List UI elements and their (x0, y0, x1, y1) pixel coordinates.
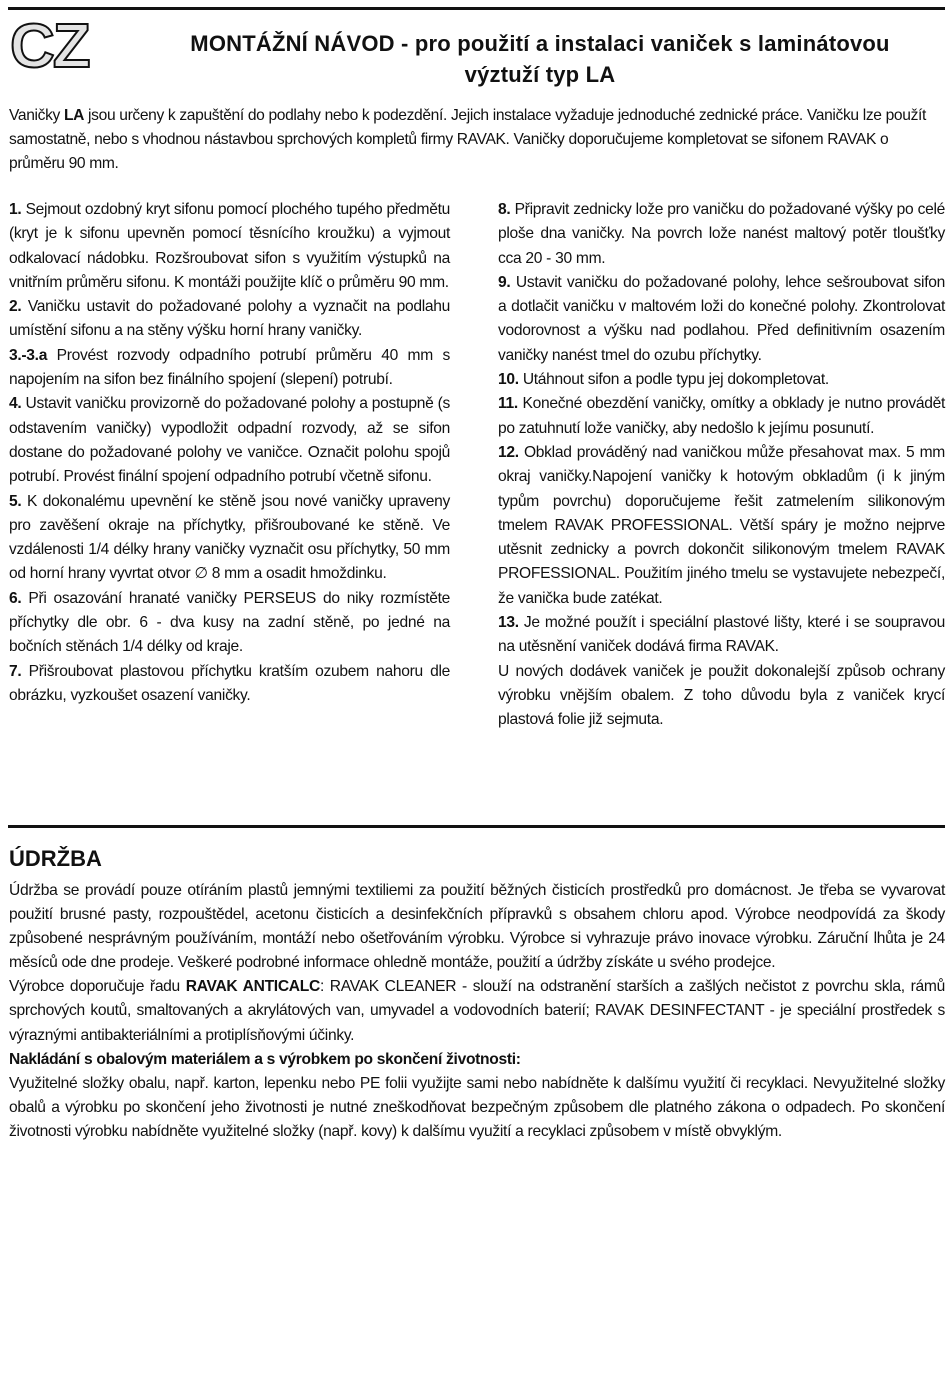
step-number: 8. (498, 201, 511, 218)
step-text: Přišroubovat plastovou příchytku kratším ozubem nahoru dle obrázku, vyzkoušet osazení vaničky. (9, 662, 450, 704)
step-item (498, 198, 945, 271)
maintenance-text: Výrobce doporučuje řadu (9, 978, 186, 996)
step-item (498, 611, 945, 660)
step-number: 11. (498, 395, 518, 413)
step-number: 1. (9, 201, 22, 218)
step-item (9, 660, 450, 709)
step-text: Vaničku ustavit do požadované polohy a vyznačit na podlahu umístění sifonu a na stěny výšku horní hrany vaničky. (9, 298, 450, 340)
step-text: Provést rozvody odpadního potrubí průměru 40 mm s napojením na sifon bez finálního spojení (slepení) potrubí. (9, 346, 450, 389)
maintenance-heading: ÚDRŽBA (9, 846, 102, 871)
step-number: 3.-3.a (9, 346, 48, 364)
intro-text-1: Vaničky (9, 107, 64, 124)
step-text: Utáhnout sifon a podle typu jej dokompletovat. (518, 371, 829, 389)
step-text: Konečné obezdění vaničky, omítky a obklady je nutno provádět po zatuhnutí lože vaničky, aby nedošlo k jejímu posunutí. (498, 395, 945, 437)
step-text: Je možné použít i speciální plastové lišty, které i se soupravou na utěsnění vaniček dodává firma RAVAK. (498, 614, 945, 656)
step-text: Obklad prováděný nad vaničkou může přesahovat max. 5 mm okraj vaničky.Napojení vaničky k hotovým obkladům (i k jiným typům povrchu) doporučujeme řešit zatmelením silikonovým tmelem RAVAK PROFESSIONAL. Větší spáry je možno nejprve utěsnit zednicky a povrch dokončit silikonovým tmelem RAVAK PROFESSIONAL. Použitím jiného tmelu se vystavujete nebezpečí, že vanička bude zatékat. (498, 443, 945, 607)
step-item (9, 392, 450, 489)
step-item (498, 368, 945, 392)
intro-text-2: jsou určeny k zapuštění do podlahy nebo k podezdění. Jejich instalace vyžaduje jednoduché zednické práce. Vaničku lze použít samostatně, nebo s vhodnou nástavbou sprchových kompletů firmy RAVAK. Vaničky doporučujeme kompletovat se sifonem RAVAK o průměru 90 mm. (9, 107, 926, 172)
maintenance-paragraph-1: Údržba se provádí pouze otíráním plastů jemnými textiliemi za použití běžných čisticích prostředků pro domácnost. Je třeba se vyvarovat použití brusné pasty, rozpouštědel, acetonu čisticích a desinfekčních přípravků s obsahem chloru apod. Výrobce neodpovídá za škody způsobené nesprávným používáním, montáží nebo ošetřováním výrobku. Výrobce si vyhrazuje právo inovace výrobku. Záruční lhůta je 24 měsíců ode dne prodeje. Veškeré podrobné informace ohledně montáže, použití a údržby získáte u svého prodejce. (9, 882, 945, 972)
step-item (9, 295, 450, 344)
step-text: Ustavit vaničku do požadované polohy, lehce sešroubovat sifon a dotlačit vaničku v maltovém loži do konečné polohy. Zkontrolovat vodorovnost a výšku nad podlahou. Před definitivním osazením vaničky nanést tmel do ozubu příchytky. (498, 273, 945, 364)
title-line-2: výztuží typ LA (464, 62, 616, 87)
step-text: Při osazování hranaté vaničky PERSEUS do niky rozmístěte příchytky dle obr. 6 - dva kusy na zadní stěně, po jedné na bočních stěnách 1/4 délky od kraje. (9, 589, 450, 656)
step-number: 13. (498, 614, 519, 632)
language-badge: CZ (10, 12, 89, 81)
maintenance-section (9, 879, 945, 1144)
step-item (498, 271, 945, 368)
top-divider (8, 7, 945, 10)
intro-model-bold: LA (63, 107, 85, 124)
step-text: K dokonalému upevnění ke stěně jsou nové vaničky upraveny pro zavěšení okraje na příchytky, přišroubované ke stěně. Ve vzdálenosti 1/4 délky hrany vaničky vyznačit osu příchytky, 50 mm od horní hrany vyvrtat otvor ∅ 8 mm a osadit hmoždinku. (9, 492, 450, 583)
step-number: 10. (498, 371, 519, 389)
steps-left-column (9, 198, 450, 708)
step-item (9, 198, 450, 295)
packaging-paragraph: Využitelné složky obalu, např. karton, lepenku nebo PE folii využijte sami nebo nabídněte k dalšímu využití či recyklaci. Nevyužitelné složky obalů a výrobku po skončení jeho životnosti je nutné zneškodňovat bezpečným způsobem dle platného zákona o odpadech. Po skončení životnosti výrobku nabídněte využitelné složky (např. kovy) k dalšímu využití a recyklaci způsobem v místě obvyklým. (9, 1074, 945, 1140)
step-item (498, 660, 945, 733)
step-item (498, 392, 945, 441)
title-line-1: MONTÁŽNÍ NÁVOD - pro použití a instalaci vaniček s laminátovou (190, 31, 890, 56)
step-number: 5. (9, 492, 22, 510)
step-number: 4. (9, 395, 22, 413)
step-text: U nových dodávek vaniček je použit dokonalejší způsob ochrany výrobku vnějším obalem. Z toho důvodu byla z vaniček krycí plastová folie již sejmuta. (498, 662, 945, 729)
steps-right-column (498, 198, 945, 733)
step-item (9, 587, 450, 660)
section-divider (8, 825, 945, 828)
step-item (9, 344, 450, 393)
step-item (498, 441, 945, 611)
step-number: 6. (9, 589, 22, 607)
maintenance-paragraph-2 (9, 975, 945, 1047)
step-number: 9. (498, 273, 511, 291)
step-number: 2. (9, 298, 22, 316)
step-text: Sejmout ozdobný kryt sifonu pomocí plochého tupého předmětu (kryt je k sifonu upevněn pomocí těsnícího kroužku) a vyjmout odkalovací nádobku. Rozšroubovat sifon s využitím výstupků na vnitřním průměru sifonu. K montáži použijte klíč o průměru 90 mm. (9, 201, 450, 291)
intro-paragraph (9, 104, 945, 176)
packaging-heading: Nakládání s obalovým materiálem a s výrobkem po skončení životnosti: (9, 1050, 521, 1068)
step-item (9, 490, 450, 587)
maintenance-text: : RAVAK CLEANER - slouží na odstranění starších a zašlých nečistot z povrchu skla, rámů sprchových koutů, smaltovaných a akrylátových van, umyvadel a vodovodních baterií; RAVAK DESINFECTANT - je speciální prostředek s výraznými antibakteriálními a protiplísňovými účinky. (9, 978, 945, 1044)
step-text: Ustavit vaničku provizorně do požadované polohy a postupně (s odstavením vaničky) vypodložit odpadní rozvody, až se sifon dostane do požadované polohy ve vaničce. Označit polohu spojů potrubí. Provést finální spojení odpadního potrubí včetně sifonu. (9, 395, 450, 486)
step-number: 7. (9, 662, 22, 680)
step-number: 12. (498, 443, 519, 461)
document-title (140, 28, 940, 90)
product-line-bold: RAVAK ANTICALC (185, 978, 320, 996)
step-text: Připravit zednicky lože pro vaničku do požadované výšky po celé ploše dna vaničky. Na povrch lože nanést maltový potěr tloušťky cca 20 - 30 mm. (498, 201, 945, 267)
